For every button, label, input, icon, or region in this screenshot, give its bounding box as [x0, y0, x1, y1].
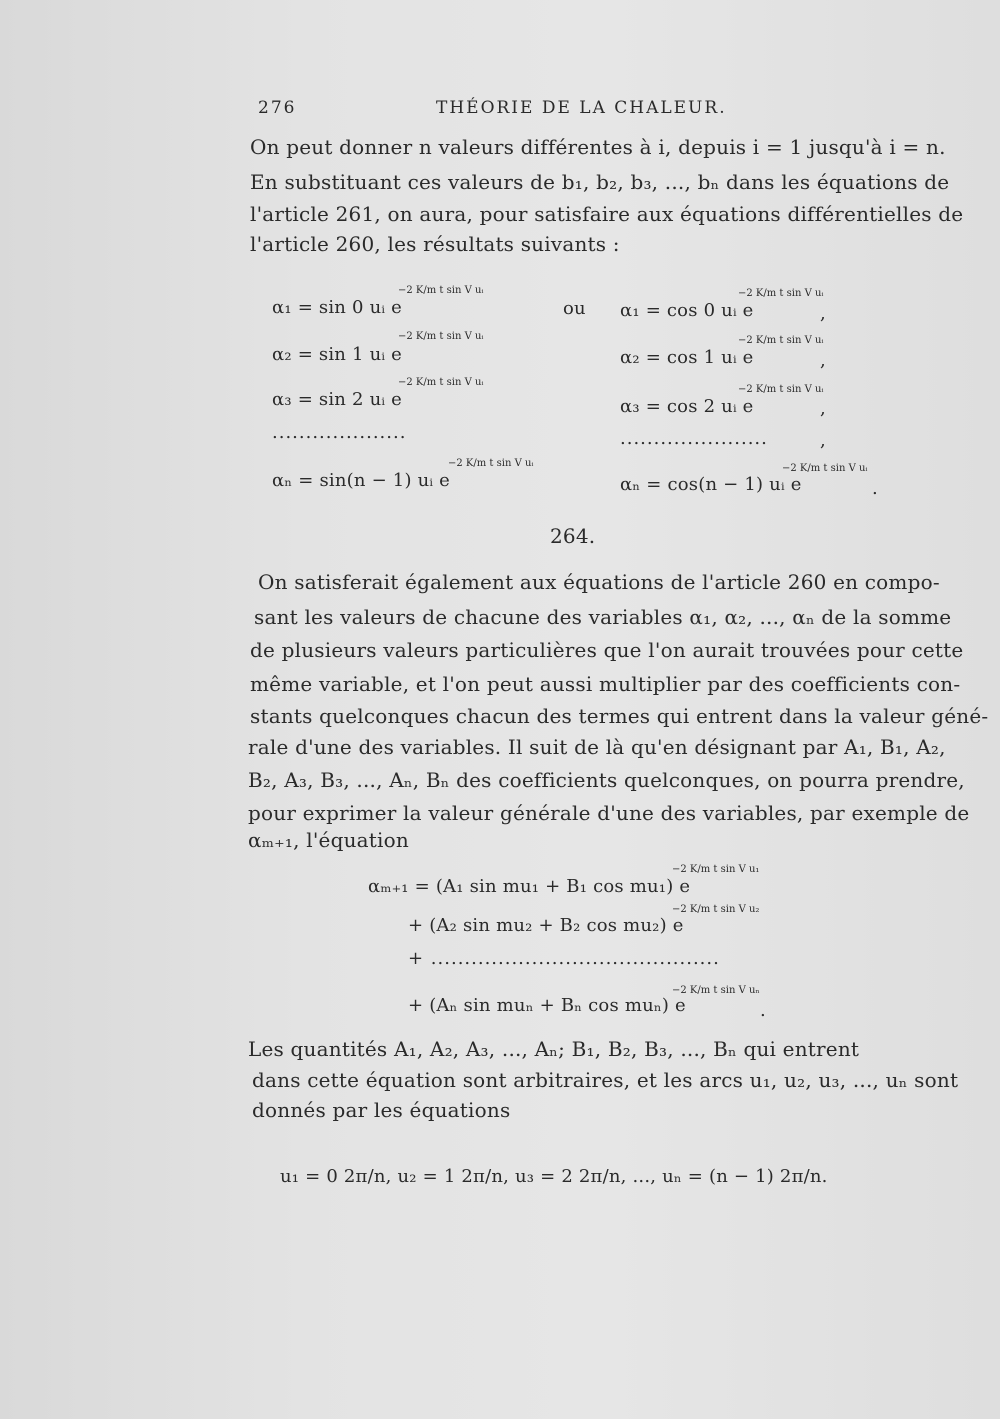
equation-left-3: α₃ = sin 2 uᵢ e — [272, 389, 402, 410]
equation-left-2: α₂ = sin 1 uᵢ e — [272, 344, 402, 365]
equation-right-n: αₙ = cos(n − 1) uᵢ e — [620, 474, 802, 495]
series-equation-line-2: + (A₂ sin mu₂ + B₂ cos mu₂) e — [408, 915, 684, 936]
paragraph-line: de plusieurs valeurs particulières que l'on aurait trouvées pour cette — [250, 638, 964, 662]
exponent: −2 K/m t sin V uᵢ — [398, 377, 484, 388]
intro-line: l'article 261, on aura, pour satisfaire aux équations différentielles de — [250, 202, 964, 226]
paragraph-line: B₂, A₃, B₃, ..., Aₙ, Bₙ des coefficients quelconques, on pourra prendre, — [248, 768, 965, 792]
intro-line: En substituant ces valeurs de b₁, b₂, b₃, ..., bₙ dans les équations de — [250, 170, 950, 194]
punctuation: . — [872, 478, 878, 499]
equation-right-1: α₁ = cos 0 uᵢ e — [620, 300, 754, 321]
intro-line: On peut donner n valeurs différentes à i, depuis i = 1 jusqu'à i = n. — [250, 135, 946, 159]
arc-equations: u₁ = 0 2π/n, u₂ = 1 2π/n, u₃ = 2 2π/n, ..., uₙ = (n − 1) 2π/n. — [280, 1166, 828, 1187]
closing-line: dans cette équation sont arbitraires, et les arcs u₁, u₂, u₃, ..., uₙ sont — [252, 1068, 959, 1092]
connector-ou: ou — [563, 298, 586, 319]
exponent: −2 K/m t sin V uᵢ — [448, 458, 534, 469]
paragraph-line: sant les valeurs de chacune des variables α₁, α₂, ..., αₙ de la somme — [254, 605, 952, 629]
punctuation: . — [760, 1000, 766, 1021]
paragraph-line: αₘ₊₁, l'équation — [248, 828, 409, 852]
paragraph-line: pour exprimer la valeur générale d'une des variables, par exemple de — [248, 801, 970, 825]
running-title: THÉORIE DE LA CHALEUR. — [436, 98, 727, 118]
equation-left-ellipsis: .................... — [272, 422, 407, 443]
series-equation-ellipsis: + ........................................... — [408, 948, 720, 969]
exponent: −2 K/m t sin V u₁ — [672, 864, 760, 875]
exponent: −2 K/m t sin V uᵢ — [738, 335, 824, 346]
exponent: −2 K/m t sin V uᵢ — [738, 288, 824, 299]
intro-line: l'article 260, les résultats suivants : — [250, 232, 620, 256]
punctuation: , — [820, 430, 826, 451]
equation-left-1: α₁ = sin 0 uᵢ e — [272, 297, 402, 318]
paragraph-line: stants quelconques chacun des termes qui entrent dans la valeur géné- — [250, 704, 989, 728]
series-equation-line-n: + (Aₙ sin muₙ + Bₙ cos muₙ) e — [408, 995, 686, 1016]
exponent: −2 K/m t sin V uᵢ — [738, 384, 824, 395]
closing-line: donnés par les équations — [252, 1098, 511, 1122]
exponent: −2 K/m t sin V u₂ — [672, 904, 760, 915]
punctuation: , — [820, 303, 826, 324]
exponent: −2 K/m t sin V uₙ — [672, 985, 760, 996]
closing-line: Les quantités A₁, A₂, A₃, ..., Aₙ; B₁, B₂, B₃, ..., Bₙ qui entrent — [248, 1037, 860, 1061]
exponent: −2 K/m t sin V uᵢ — [398, 331, 484, 342]
series-equation-line-1: αₘ₊₁ = (A₁ sin mu₁ + B₁ cos mu₁) e — [368, 876, 691, 897]
paragraph-line: même variable, et l'on peut aussi multiplier par des coefficients con- — [250, 672, 961, 696]
exponent: −2 K/m t sin V uᵢ — [398, 285, 484, 296]
paragraph-line: rale d'une des variables. Il suit de là qu'en désignant par A₁, B₁, A₂, — [248, 735, 946, 759]
page-number: 276 — [258, 98, 297, 118]
section-number: 264. — [550, 524, 596, 548]
paragraph-line: On satisferait également aux équations de l'article 260 en compo- — [258, 570, 940, 594]
equation-left-n: αₙ = sin(n − 1) uᵢ e — [272, 470, 450, 491]
punctuation: , — [820, 350, 826, 371]
equation-right-3: α₃ = cos 2 uᵢ e — [620, 396, 754, 417]
equation-right-ellipsis: ...................... — [620, 428, 768, 449]
equation-right-2: α₂ = cos 1 uᵢ e — [620, 347, 754, 368]
exponent: −2 K/m t sin V uᵢ — [782, 463, 868, 474]
punctuation: , — [820, 398, 826, 419]
